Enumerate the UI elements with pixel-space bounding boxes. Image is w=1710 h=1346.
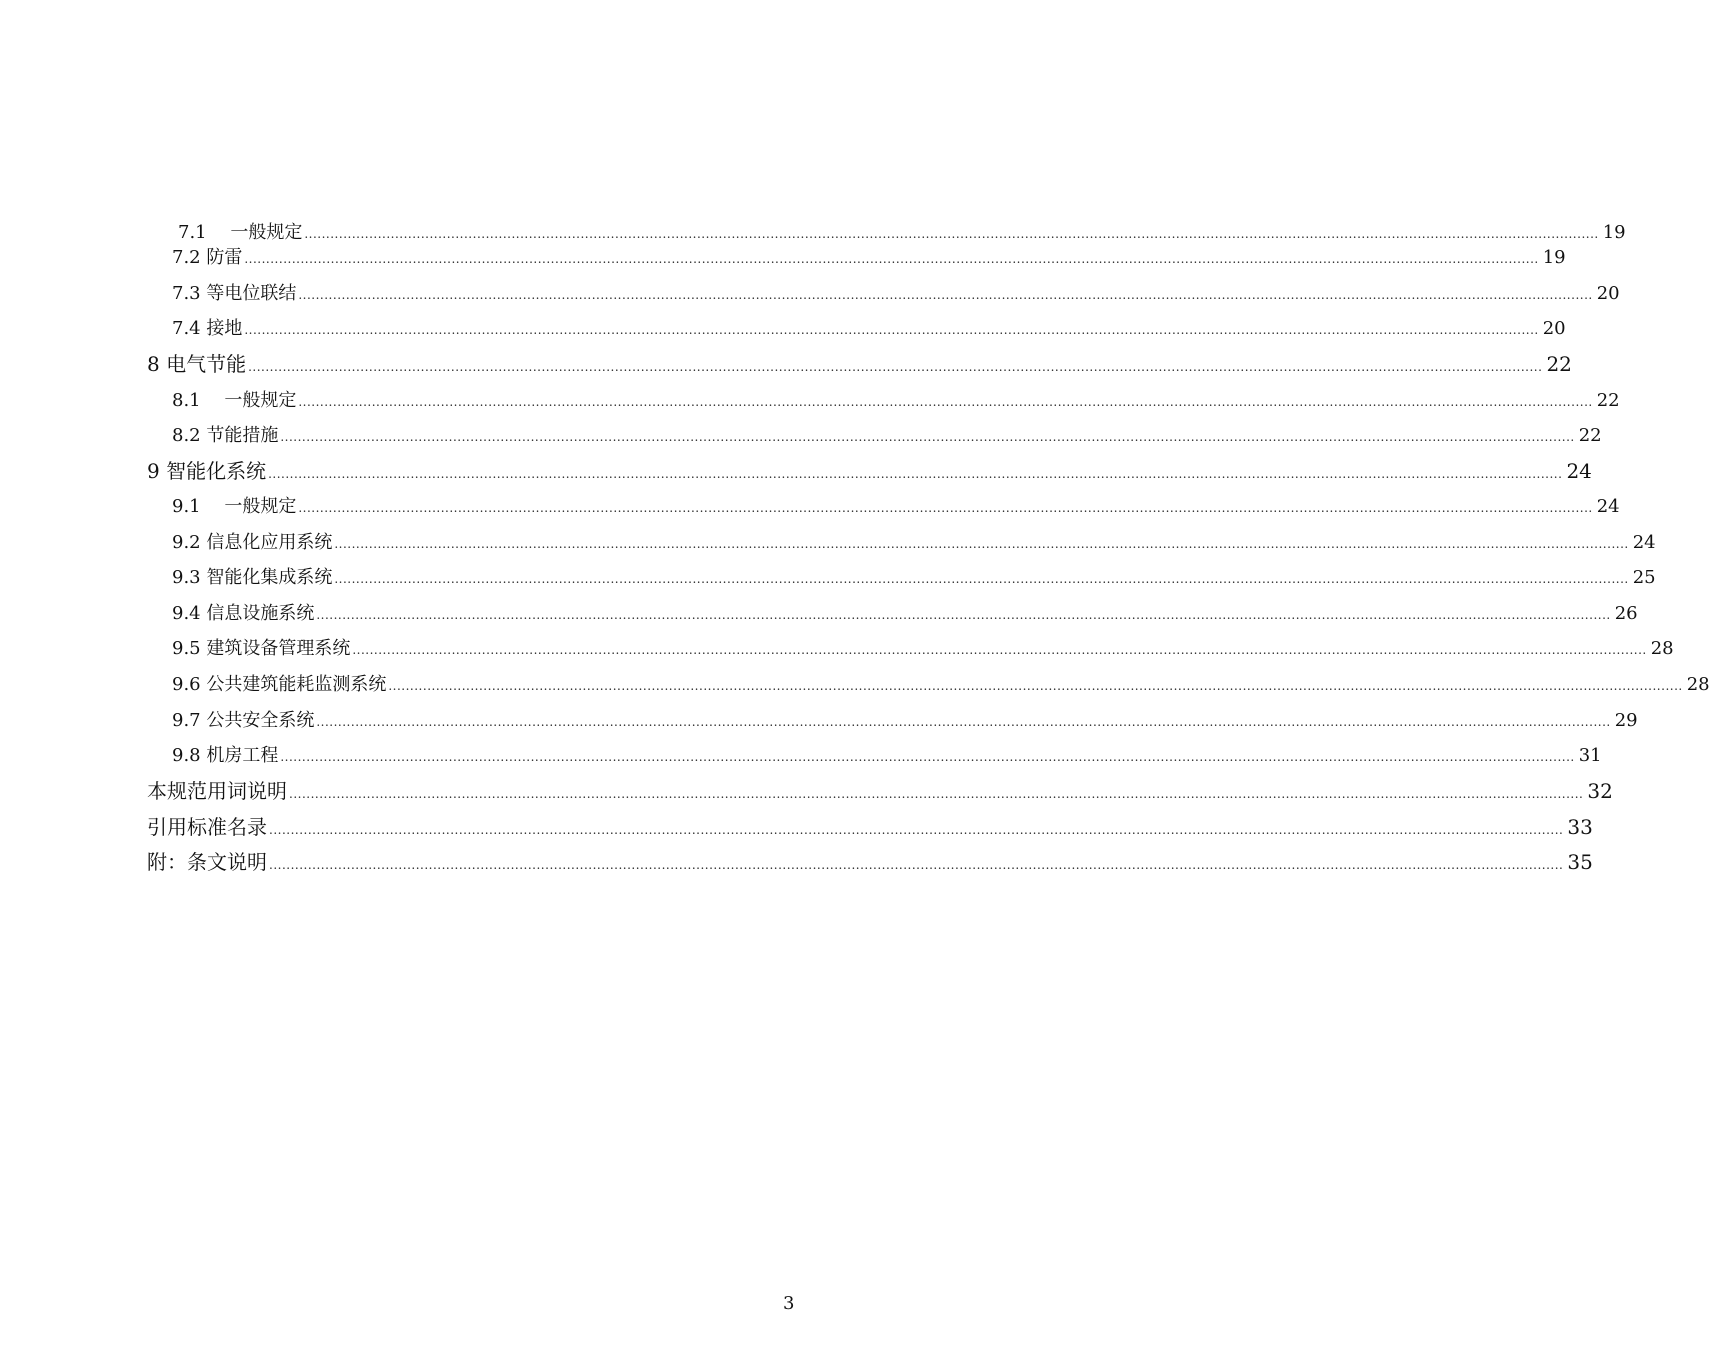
dot-leader: ............................................................................................................................................................................................................................................................................................................ xyxy=(289,787,1584,801)
toc-entry-page: 24 xyxy=(1566,459,1592,483)
toc-entry[interactable] xyxy=(172,386,1620,412)
toc-entry-title: 9.6 公共建筑能耗监测系统 xyxy=(172,674,387,695)
dot-leader: ............................................................................................................................................................................................................................................................................................................ xyxy=(334,537,1629,551)
toc-entry-title: 9.2 信息化应用系统 xyxy=(172,532,333,553)
dot-leader: ............................................................................................................................................................................................................................................................................................................ xyxy=(304,227,1599,241)
toc-entry-page: 24 xyxy=(1632,532,1656,553)
toc-entry-title: 8.1 一般规定 xyxy=(172,390,297,411)
toc-entry-title: 9.5 建筑设备管理系统 xyxy=(172,638,351,659)
toc-entry[interactable] xyxy=(147,455,1592,484)
toc-entry-page: 22 xyxy=(1596,390,1620,411)
toc-entry-page: 25 xyxy=(1632,567,1656,588)
toc-entry-page: 31 xyxy=(1578,745,1602,766)
toc-entry[interactable] xyxy=(147,775,1613,804)
toc-entry[interactable] xyxy=(172,563,1656,589)
toc-entry-title: 引用标准名录 xyxy=(147,815,267,839)
toc-entry-title: 本规范用词说明 xyxy=(147,779,287,803)
dot-leader: ............................................................................................................................................................................................................................................................................................................ xyxy=(244,252,1539,266)
toc-entry-page: 26 xyxy=(1614,603,1638,624)
toc-entry[interactable] xyxy=(172,421,1602,447)
dot-leader: ............................................................................................................................................................................................................................................................................................................ xyxy=(280,750,1575,764)
toc-entry-page: 32 xyxy=(1587,779,1613,803)
dot-leader: ............................................................................................................................................................................................................................................................................................................ xyxy=(316,608,1611,622)
dot-leader: ............................................................................................................................................................................................................................................................................................................ xyxy=(268,467,1563,481)
toc-entry-page: 20 xyxy=(1542,318,1566,339)
toc-entry[interactable] xyxy=(172,492,1620,518)
toc-entry-page: 24 xyxy=(1596,496,1620,517)
toc-entry-title: 8 电气节能 xyxy=(147,352,247,376)
toc-entry[interactable] xyxy=(172,706,1638,732)
toc-entry-page: 28 xyxy=(1686,674,1710,695)
toc-entry-title: 9.4 信息设施系统 xyxy=(172,603,315,624)
toc-entry-page: 19 xyxy=(1542,247,1566,268)
dot-leader: ............................................................................................................................................................................................................................................................................................................ xyxy=(244,323,1539,337)
dot-leader: ............................................................................................................................................................................................................................................................................................................ xyxy=(334,572,1629,586)
toc-entry[interactable] xyxy=(147,846,1593,875)
dot-leader: ............................................................................................................................................................................................................................................................................................................ xyxy=(316,715,1611,729)
toc-entry-page: 20 xyxy=(1596,283,1620,304)
dot-leader: ............................................................................................................................................................................................................................................................................................................ xyxy=(298,501,1593,515)
toc-entry-page: 33 xyxy=(1567,815,1593,839)
toc-entry[interactable] xyxy=(172,741,1602,767)
dot-leader: ............................................................................................................................................................................................................................................................................................................ xyxy=(298,395,1593,409)
toc-entry-title: 7.1 一般规定 xyxy=(178,222,303,243)
toc-entry-title: 9 智能化系统 xyxy=(147,459,267,483)
toc-entry-title: 7.3 等电位联结 xyxy=(172,283,297,304)
toc-entry[interactable] xyxy=(147,348,1572,377)
toc-entry[interactable] xyxy=(172,279,1620,305)
toc-entry-title: 8.2 节能措施 xyxy=(172,425,279,446)
dot-leader: ............................................................................................................................................................................................................................................................................................................ xyxy=(352,643,1647,657)
toc-entry[interactable] xyxy=(178,218,1626,244)
toc-entry-page: 22 xyxy=(1578,425,1602,446)
toc-entry[interactable] xyxy=(172,243,1566,269)
dot-leader: ............................................................................................................................................................................................................................................................................................................ xyxy=(388,679,1683,693)
dot-leader: ............................................................................................................................................................................................................................................................................................................ xyxy=(280,430,1575,444)
toc-entry-title: 9.7 公共安全系统 xyxy=(172,710,315,731)
dot-leader: ............................................................................................................................................................................................................................................................................................................ xyxy=(269,858,1564,872)
toc-entry-title: 7.4 接地 xyxy=(172,318,243,339)
toc-entry[interactable] xyxy=(172,528,1656,554)
dot-leader: ............................................................................................................................................................................................................................................................................................................ xyxy=(269,823,1564,837)
dot-leader: ............................................................................................................................................................................................................................................................................................................ xyxy=(298,288,1593,302)
toc-entry-page: 19 xyxy=(1602,222,1626,243)
toc-entry-page: 22 xyxy=(1546,352,1572,376)
toc-entry[interactable] xyxy=(147,811,1593,840)
toc-entry-title: 7.2 防雷 xyxy=(172,247,243,268)
toc-entry-page: 28 xyxy=(1650,638,1674,659)
toc-entry[interactable] xyxy=(172,670,1710,696)
toc-entry-title: 9.3 智能化集成系统 xyxy=(172,567,333,588)
toc-entry-title: 附：条文说明 xyxy=(147,850,267,874)
toc-entry[interactable] xyxy=(172,314,1566,340)
toc-entry-title: 9.1 一般规定 xyxy=(172,496,297,517)
toc-entry-page: 29 xyxy=(1614,710,1638,731)
page-number: 3 xyxy=(783,1293,795,1314)
toc-entry-title: 9.8 机房工程 xyxy=(172,745,279,766)
toc-entry-page: 35 xyxy=(1567,850,1593,874)
dot-leader: ............................................................................................................................................................................................................................................................................................................ xyxy=(248,360,1543,374)
toc-entry[interactable] xyxy=(172,634,1674,660)
toc-entry[interactable] xyxy=(172,599,1638,625)
